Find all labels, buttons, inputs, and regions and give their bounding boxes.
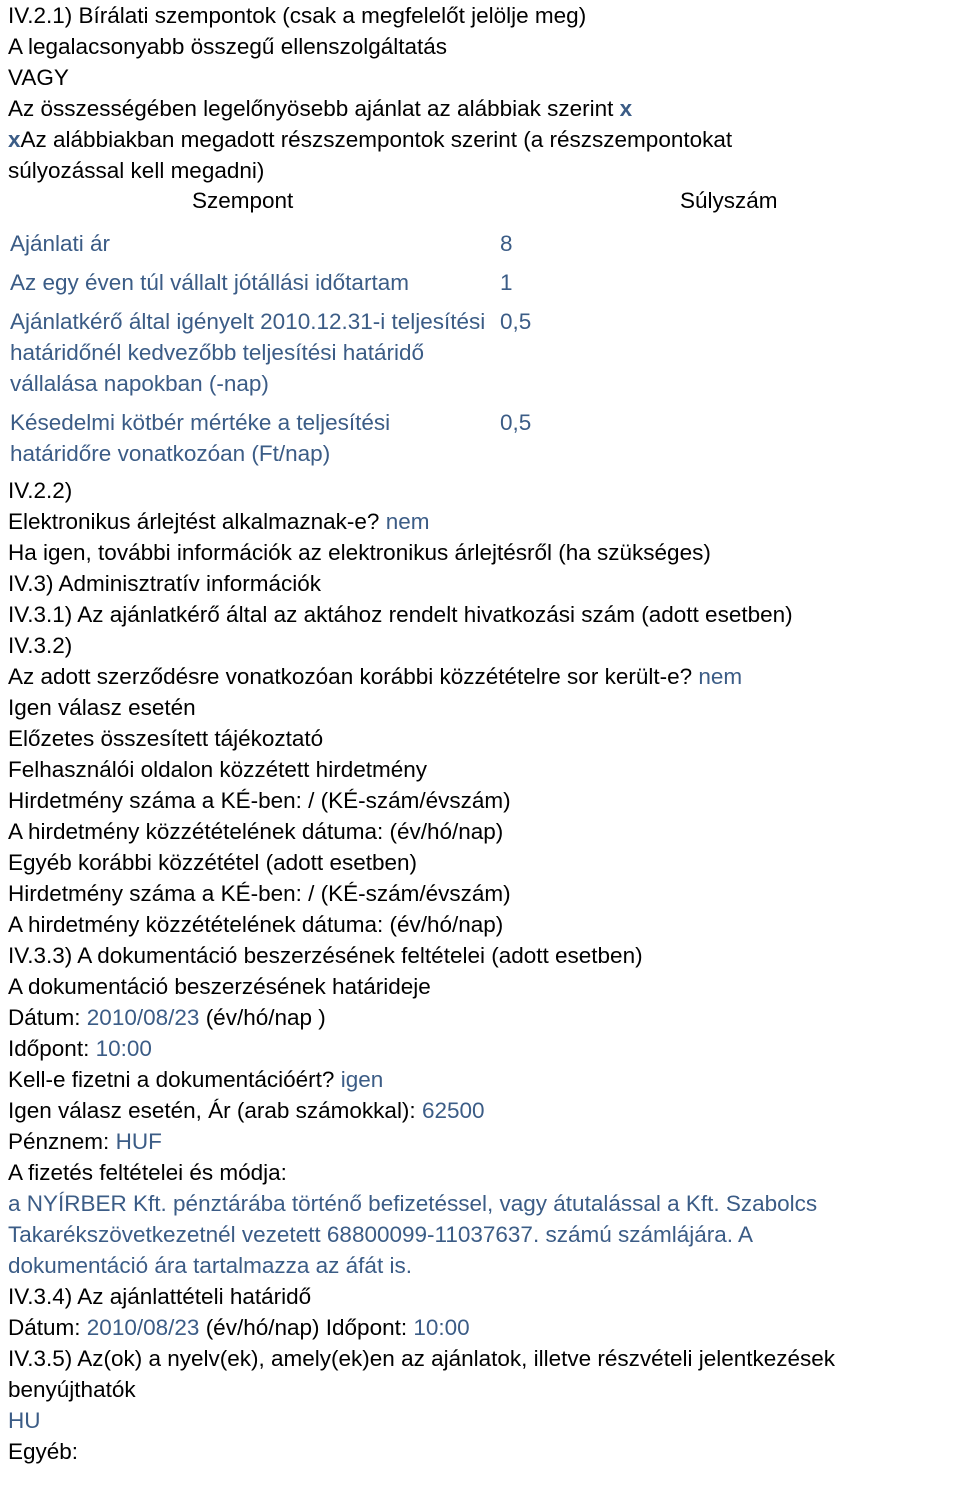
docs-payment-answer: igen xyxy=(340,1067,384,1092)
other-prior-publication: Egyéb korábbi közzététel (adott esetben) xyxy=(8,850,417,875)
docs-date-format: (év/hó/nap ) xyxy=(205,1005,326,1030)
deadline-date-value: 2010/08/23 xyxy=(86,1315,200,1340)
docs-time-row xyxy=(8,1033,958,1064)
weight-cell: 0,5 xyxy=(500,410,532,435)
auction-question-row xyxy=(8,506,958,537)
criterion-cell: Késedelmi kötbér mértéke a teljesítési határidőre vonatkozóan (Ft/nap) xyxy=(10,410,391,466)
prior-info-label: Előzetes összesített tájékoztató xyxy=(8,726,324,751)
option-sub-criteria-label: Az alábbiakban megadott részszempontok szerint (a részszempontokat xyxy=(20,127,733,152)
docs-payment-question: Kell-e fizetni a dokumentációért? xyxy=(8,1067,335,1092)
language-other: Egyéb: xyxy=(8,1439,79,1464)
section-iv-3-3: IV.3.3) A dokumentáció beszerzésének feltételei (adott esetben) xyxy=(8,943,643,968)
auction-answer: nem xyxy=(385,509,430,534)
criterion-cell: Az egy éven túl vállalt jótállási időtartam xyxy=(10,270,409,295)
section-iv-3-title: IV.3) Adminisztratív információk xyxy=(8,571,322,596)
section-iv-3-5-cont: benyújthatók xyxy=(8,1377,136,1402)
yes-case-label: Igen válasz esetén xyxy=(8,695,196,720)
deadline-time-value: 10:00 xyxy=(413,1315,470,1340)
language-value: HU xyxy=(8,1408,41,1433)
docs-price-row xyxy=(8,1095,958,1126)
notice-date-2: A hirdetmény közzétételének dátuma: (év/hó/nap) xyxy=(8,912,504,937)
docs-time-label: Időpont: xyxy=(8,1036,90,1061)
table-row xyxy=(6,263,624,302)
section-iv-3-2: IV.3.2) xyxy=(8,633,73,658)
weight-cell: 1 xyxy=(500,270,513,295)
buyer-profile-label: Felhasználói oldalon közzétett hirdetmény xyxy=(8,757,427,782)
table-row xyxy=(6,403,624,473)
criteria-table-header xyxy=(8,186,958,224)
docs-currency-row xyxy=(8,1126,958,1157)
docs-time-value: 10:00 xyxy=(95,1036,152,1061)
docs-date-row xyxy=(8,1002,958,1033)
col-criterion-header: Szempont xyxy=(192,188,294,213)
weight-cell: 0,5 xyxy=(500,309,532,334)
auction-info: Ha igen, további információk az elektronikus árlejtésről (ha szükséges) xyxy=(8,540,711,565)
docs-terms-line-2: Takarékszövetkezetnél vezetett 68800099-11037637. számú számlájára. A xyxy=(8,1222,754,1247)
criterion-cell: Ajánlatkérő által igényelt 2010.12.31-i teljesítési határidőnél kedvezőbb teljesítési határidő vállalása napokban (-nap) xyxy=(10,309,486,396)
prior-publication-question: Az adott szerződésre vonatkozóan korábbi közzétételre sor került-e? xyxy=(8,664,693,689)
prior-publication-row xyxy=(8,661,958,692)
section-iv-3-4: IV.3.4) Az ajánlattételi határidő xyxy=(8,1284,312,1309)
prior-publication-answer: nem xyxy=(698,664,743,689)
auction-question: Elektronikus árlejtést alkalmaznak-e? xyxy=(8,509,380,534)
deadline-row xyxy=(8,1312,958,1343)
section-iv-2-1-title: IV.2.1) Bírálati szempontok (csak a megfelelőt jelölje meg) xyxy=(8,3,587,28)
weight-cell: 8 xyxy=(500,231,513,256)
option-lowest-price: A legalacsonyabb összegű ellenszolgáltatás xyxy=(8,34,448,59)
docs-currency-label: Pénznem: xyxy=(8,1129,110,1154)
option-most-advantageous-label: Az összességében legelőnyösebb ajánlat az alábbiak szerint xyxy=(8,96,614,121)
section-iv-2-2: IV.2.2) xyxy=(8,478,73,503)
docs-date-value: 2010/08/23 xyxy=(86,1005,200,1030)
docs-price-value: 62500 xyxy=(421,1098,485,1123)
docs-terms-line-3: dokumentáció ára tartalmazza az áfát is. xyxy=(8,1253,412,1278)
option-most-advantageous xyxy=(8,93,958,124)
col-weight-header: Súlyszám xyxy=(680,188,778,213)
criterion-cell: Ajánlati ár xyxy=(10,231,111,256)
notice-date-1: A hirdetmény közzétételének dátuma: (év/hó/nap) xyxy=(8,819,504,844)
deadline-time-label: Időpont: xyxy=(325,1315,408,1340)
option-most-advantageous-mark: x xyxy=(619,96,633,121)
docs-price-label: Igen válasz esetén, Ár (arab számokkal): xyxy=(8,1098,416,1123)
docs-date-label: Dátum: xyxy=(8,1005,81,1030)
section-iv-3-1: IV.3.1) Az ajánlatkérő által az aktához rendelt hivatkozási szám (adott esetben) xyxy=(8,602,793,627)
option-sub-criteria xyxy=(8,124,958,155)
criteria-table xyxy=(6,224,624,473)
table-row xyxy=(6,224,624,263)
docs-currency-value: HUF xyxy=(115,1129,162,1154)
option-sub-criteria-mark: x xyxy=(8,127,21,152)
docs-payment-row xyxy=(8,1064,958,1095)
notice-number-1: Hirdetmény száma a KÉ-ben: / (KÉ-szám/évszám) xyxy=(8,788,511,813)
table-row xyxy=(6,302,624,403)
deadline-date-format: (év/hó/nap) xyxy=(205,1315,320,1340)
docs-terms-label: A fizetés feltételei és módja: xyxy=(8,1160,287,1185)
deadline-date-label: Dátum: xyxy=(8,1315,81,1340)
option-sub-criteria-cont: súlyozással kell megadni) xyxy=(8,158,265,183)
docs-deadline-label: A dokumentáció beszerzésének határideje xyxy=(8,974,431,999)
section-iv-3-5: IV.3.5) Az(ok) a nyelv(ek), amely(ek)en az ajánlatok, illetve részvételi jelentkezések xyxy=(8,1346,836,1371)
document-page xyxy=(8,0,958,1467)
notice-number-2: Hirdetmény száma a KÉ-ben: / (KÉ-szám/évszám) xyxy=(8,881,511,906)
or-label: VAGY xyxy=(8,65,69,90)
docs-terms-line-1: a NYÍRBER Kft. pénztárába történő befizetéssel, vagy átutalással a Kft. Szabolcs xyxy=(8,1191,818,1216)
